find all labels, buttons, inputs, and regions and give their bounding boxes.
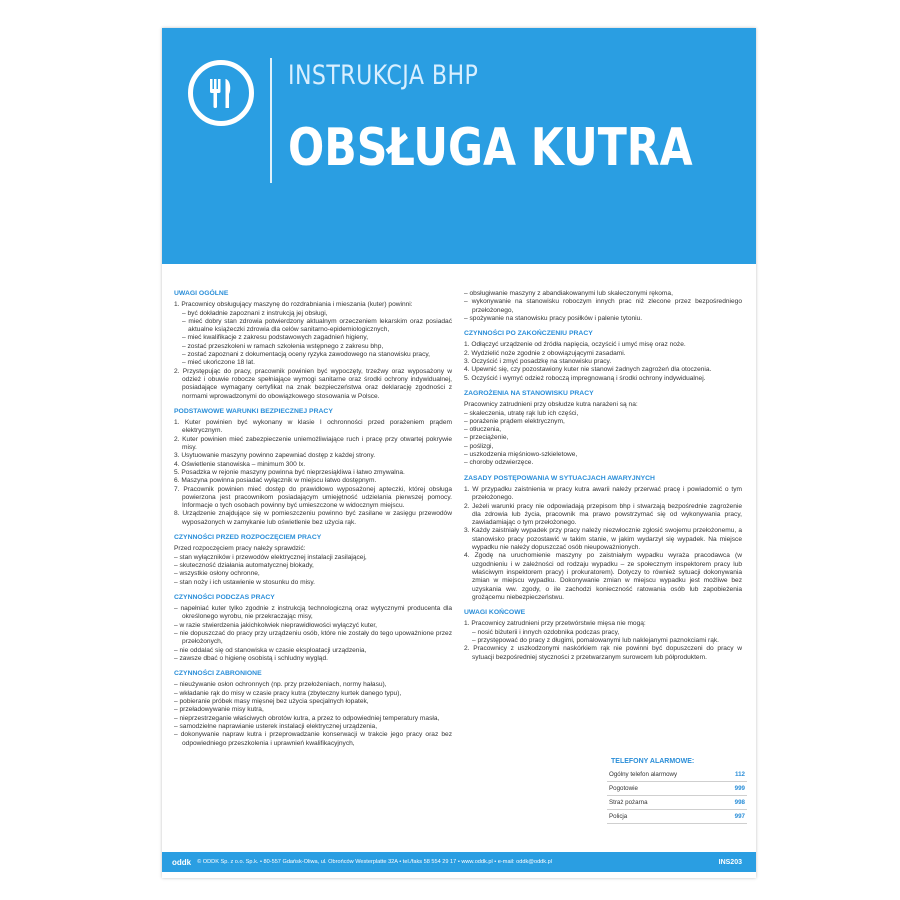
list-item: 4. Zgodę na uruchomienie maszyny po zaistniałym wypadku wyraża pracodawca (w uzgodnieniu i w zależności od rodzaju wypadku – ze społecznym inspektorem pracy lub właściwym inspektorem pracy) i prokuratorem). Dotyczy to również sytuacji dokonywania zmian w miejscu wypadku. Dokonywanie zmian w miejscu wypadku jest możliwe bez uzyskania ww. zgody, o ile zachodzi konieczność ratowania osób lub zapobieżenia grożącemu niebezpieczeństwu. <box>464 552 742 601</box>
list-item: – przeładowywanie misy kutra, <box>174 706 264 714</box>
list-item: – zostać zapoznani z dokumentacją oceny ryzyka zawodowego na stanowisku pracy, <box>182 351 431 359</box>
section-heading: UWAGI OGÓLNE <box>174 290 229 297</box>
list-item: – spożywanie na stanowisku pracy posiłków i palenie tytoniu. <box>464 314 643 322</box>
section-heading: CZYNNOŚCI PO ZAKOŃCZENIU PRACY <box>464 330 593 338</box>
footer-logo: oddk <box>172 857 192 867</box>
document-code: INS203 <box>718 858 742 866</box>
fork-knife-icon <box>188 60 254 126</box>
list-item: – pobieranie próbek masy mięsnej bez użycia specjalnych łopatek, <box>174 698 369 706</box>
list-item: – skuteczność działania automatycznej blokady, <box>174 561 314 569</box>
list-item: – uszkodzenia mięśniowo-szkieletowe, <box>464 451 578 459</box>
list-item: 3. Oczyścić i zmyć posadzkę na stanowisku pracy. <box>464 358 612 366</box>
list-item: 1. Pracownicy zatrudnieni przy przetwórstwie mięsa nie mogą: <box>464 620 646 628</box>
list-item: 4. Oświetlenie stanowiska – minimum 300 lx. <box>174 460 306 468</box>
section-heading: UWAGI KOŃCOWE <box>464 609 526 617</box>
list-item: – choroby odzwierzęce. <box>464 459 534 467</box>
phone-label: Straż pożarna <box>609 799 648 806</box>
list-item: – porażenie prądem elektrycznym, <box>464 417 565 425</box>
list-item: 1. W przypadku zaistnienia w pracy kutra awarii należy przerwać pracę i powiadomić o tym przełożonego. <box>464 485 742 502</box>
list-item: 2. Jeżeli warunki pracy nie odpowiadają przepisom bhp i stwarzają bezpośrednie zagrożenie dla zdrowia lub życia, pracownik ma prawo powstrzymać się od wykonywania pracy, zawiadamiając o tym przełożonego. <box>464 502 742 527</box>
list-item: – wykonywanie na stanowisku roboczym innych prac niż zlecone przez bezpośredniego przełożonego, <box>464 298 742 314</box>
phone-row <box>607 796 747 810</box>
phone-number: 112 <box>735 771 745 778</box>
emergency-phones <box>607 758 747 824</box>
document-sheet <box>162 28 756 878</box>
section-heading: ZASADY POSTĘPOWANIA W SYTUACJACH AWARYJNYCH <box>464 474 655 482</box>
list-item: – w razie stwierdzenia jakichkolwiek nieprawidłowości wyłączyć kuter, <box>174 621 378 629</box>
page-title: OBSŁUGA KUTRA <box>288 118 693 178</box>
list-item: 2. Pracownicy z uszkodzonymi naskórkiem rąk nie powinni być dopuszczeni do pracy w sytuacji bezpośredniej styczności z przetwarzanym surowcem lub półproduktem. <box>464 645 742 661</box>
section-heading: ZAGROŻENIA NA STANOWISKU PRACY <box>464 389 594 397</box>
list-item: 1. Pracownicy obsługujący maszynę do rozdrabniania i mieszania (kuter) powinni: <box>174 301 413 309</box>
list-item: 1. Odłączyć urządzenie od źródła napięcia, oczyścić i umyć misę oraz noże. <box>464 341 686 349</box>
list-item: 3. Każdy zaistniały wypadek przy pracy należy niezwłocznie zgłosić swojemu przełożonemu, a stanowisko pracy pozostawić w takim stanie, w jakim wydarzył się wypadek. Na miejsce wypadku nie należy dopuszczać osób nieupoważnionych. <box>464 527 742 552</box>
footer-text: © ODDK Sp. z o.o. Sp.k. • 80-557 Gdańsk-Oliwa, ul. Obrońców Westerplatte 32A • tel./faks 58 554 29 17 • www.oddk.pl • e-mail: oddk@oddk.pl <box>197 859 552 865</box>
list-item: – nieużywanie osłon ochronnych (np. przy przełożeniach, normy hałasu), <box>174 681 387 689</box>
list-item: – nie dopuszczać do pracy przy urządzeniu osób, które nie zostały do tego upoważnione przez przełożonych, <box>174 629 452 646</box>
section-heading: CZYNNOŚCI PRZED ROZPOCZĘCIEM PRACY <box>174 534 322 542</box>
footer-bar <box>162 852 756 872</box>
list-item: – napełniać kuter tylko zgodnie z instrukcją technologiczną oraz wytycznymi producenta dla określonego wyrobu, nie przekraczając misy, <box>174 605 452 621</box>
phones-title: TELEFONY ALARMOWE: <box>611 758 695 765</box>
list-item: Przed rozpoczęciem pracy należy sprawdzić: <box>174 545 306 553</box>
section-heading: CZYNNOŚCI PODCZAS PRACY <box>174 593 275 601</box>
list-item: 4. Upewnić się, czy pozostawiony kuter nie stanowi żadnych zagrożeń dla otoczenia. <box>464 366 712 374</box>
list-item: – być dokładnie zapoznani z instrukcją jej obsługi, <box>182 309 328 317</box>
list-item: – zostać przeszkoleni w ramach szkolenia wstępnego z zakresu bhp, <box>182 342 384 350</box>
list-item: – mieć ukończone 18 lat. <box>182 359 255 367</box>
list-item: – zawsze dbać o higienę osobistą i schludny wygląd. <box>174 654 328 662</box>
list-item: 2. Przystępując do pracy, pracownik powinien być wypoczęty, trzeźwy oraz wyposażony w odzież i obuwie robocze spełniające wymogi sanitarne oraz środki ochrony indywidualnej, posiadające wymagany certyfikat na znak bezpieczeństwa oraz deklarację zgodności z normami wprowadzonymi do obowiązkowego stosowania w Polsce. <box>174 367 452 400</box>
list-item: 3. Usytuowanie maszyny powinno zapewniać dostęp z każdej strony. <box>174 452 376 460</box>
header-kicker: INSTRUKCJA BHP <box>288 60 479 91</box>
list-item: – wkładanie rąk do misy w czasie pracy kutra (zbyteczny kurtek danego typu), <box>174 689 402 697</box>
list-item: 5. Posadzka w rejonie maszyny powinna być nieprzesiąkliwa i łatwo zmywalna. <box>174 468 405 476</box>
phone-label: Policja <box>609 813 628 820</box>
list-item: 8. Urządzenie znajdujące się w pomieszczeniu powinno być zasilane w zasięgu przewodów wyposażonych w zamykanie lub oświetlenie bez użycia rąk. <box>174 510 452 526</box>
list-item: – nosić biżuterii i innych ozdobnika podczas pracy, <box>472 628 620 636</box>
right-column <box>464 290 742 662</box>
phone-row <box>607 810 747 824</box>
section-heading: CZYNNOŚCI ZABRONIONE <box>174 670 262 678</box>
phone-number: 998 <box>734 799 745 806</box>
phone-label: Ogólny telefon alarmowy <box>609 771 678 778</box>
list-item: – przystępować do pracy z długimi, pomalowanymi lub naklejanymi paznokciami rąk. <box>472 636 720 644</box>
header-divider <box>270 58 272 183</box>
left-column <box>174 290 452 748</box>
list-item: – poślizgi, <box>464 442 494 450</box>
list-item: – wszystkie osłony ochronne, <box>174 570 260 578</box>
list-item: 6. Maszyna powinna posiadać wyłącznik w miejscu łatwo dostępnym. <box>174 477 377 485</box>
list-item: – skaleczenia, utratę rąk lub ich części, <box>464 409 579 417</box>
phone-label: Pogotowie <box>609 785 638 792</box>
list-item: – nieprzestrzeganie właściwych obrotów kutra, a przez to odpowiedniej temperatury masła, <box>174 714 440 722</box>
list-item: – nie oddalać się od stanowiska w czasie eksploatacji urządzenia, <box>174 646 367 654</box>
phone-number: 999 <box>734 785 745 792</box>
phone-row <box>607 782 747 796</box>
list-item: Pracownicy zatrudnieni przy obsłudze kutra narażeni są na: <box>464 401 638 409</box>
list-item: 1. Kuter powinien być wykonany w klasie I ochronności przed porażeniem prądem elektrycznym. <box>174 419 452 435</box>
list-item: – mieć dobry stan zdrowia potwierdzony aktualnym orzeczeniem lekarskim oraz posiadać aktualne książeczki zdrowia dla celów sanitarno-epidemiologicznych, <box>182 317 452 334</box>
phone-row <box>607 768 747 782</box>
list-item: 7. Pracownik powinien mieć dostęp do prawidłowo wyposażonej apteczki, której obsługa powierzona jest pracownikom posiadającym umiejętność udzielania pierwszej pomocy. Informacje o tych osobach powinny być umieszczone w widocznym miejscu. <box>174 485 452 510</box>
header-banner <box>162 28 756 264</box>
list-item: – dokonywanie napraw kutra i przeprowadzanie konserwacji w trakcie jego pracy oraz bez odpowiedniego przeszkolenia i uprawnień kwalifikacyjnych, <box>174 731 452 747</box>
list-item: 5. Oczyścić i wymyć odzież roboczą impregnowaną i środki ochrony indywidualnej. <box>464 374 706 382</box>
list-item: – obsługiwanie maszyny z abandiakowanymi lub skaleczonymi rękoma, <box>464 290 673 297</box>
phone-number: 997 <box>734 813 745 820</box>
list-item: – samodzielne naprawianie usterek instalacji elektrycznej urządzenia, <box>174 722 378 730</box>
list-item: – przeciążenie, <box>464 434 509 442</box>
list-item: – stan wyłączników i przewodów elektrycznej instalacji zasilającej, <box>174 553 367 561</box>
section-heading: PODSTAWOWE WARUNKI BEZPIECZNEJ PRACY <box>174 407 333 415</box>
list-item: – mieć kwalifikacje z zakresu podstawowych zagadnień higieny, <box>182 334 369 342</box>
list-item: – otłuczenia, <box>464 426 502 434</box>
list-item: 2. Wydzielić noże zgodnie z obowiązującymi zasadami. <box>464 349 626 357</box>
list-item: 2. Kuter powinien mieć zabezpieczenie uniemożliwiające ruch i pracę przy otwartej pokrywie misy. <box>174 435 452 452</box>
list-item: – stan noży i ich ustawienie w stosunku do misy. <box>174 578 315 586</box>
